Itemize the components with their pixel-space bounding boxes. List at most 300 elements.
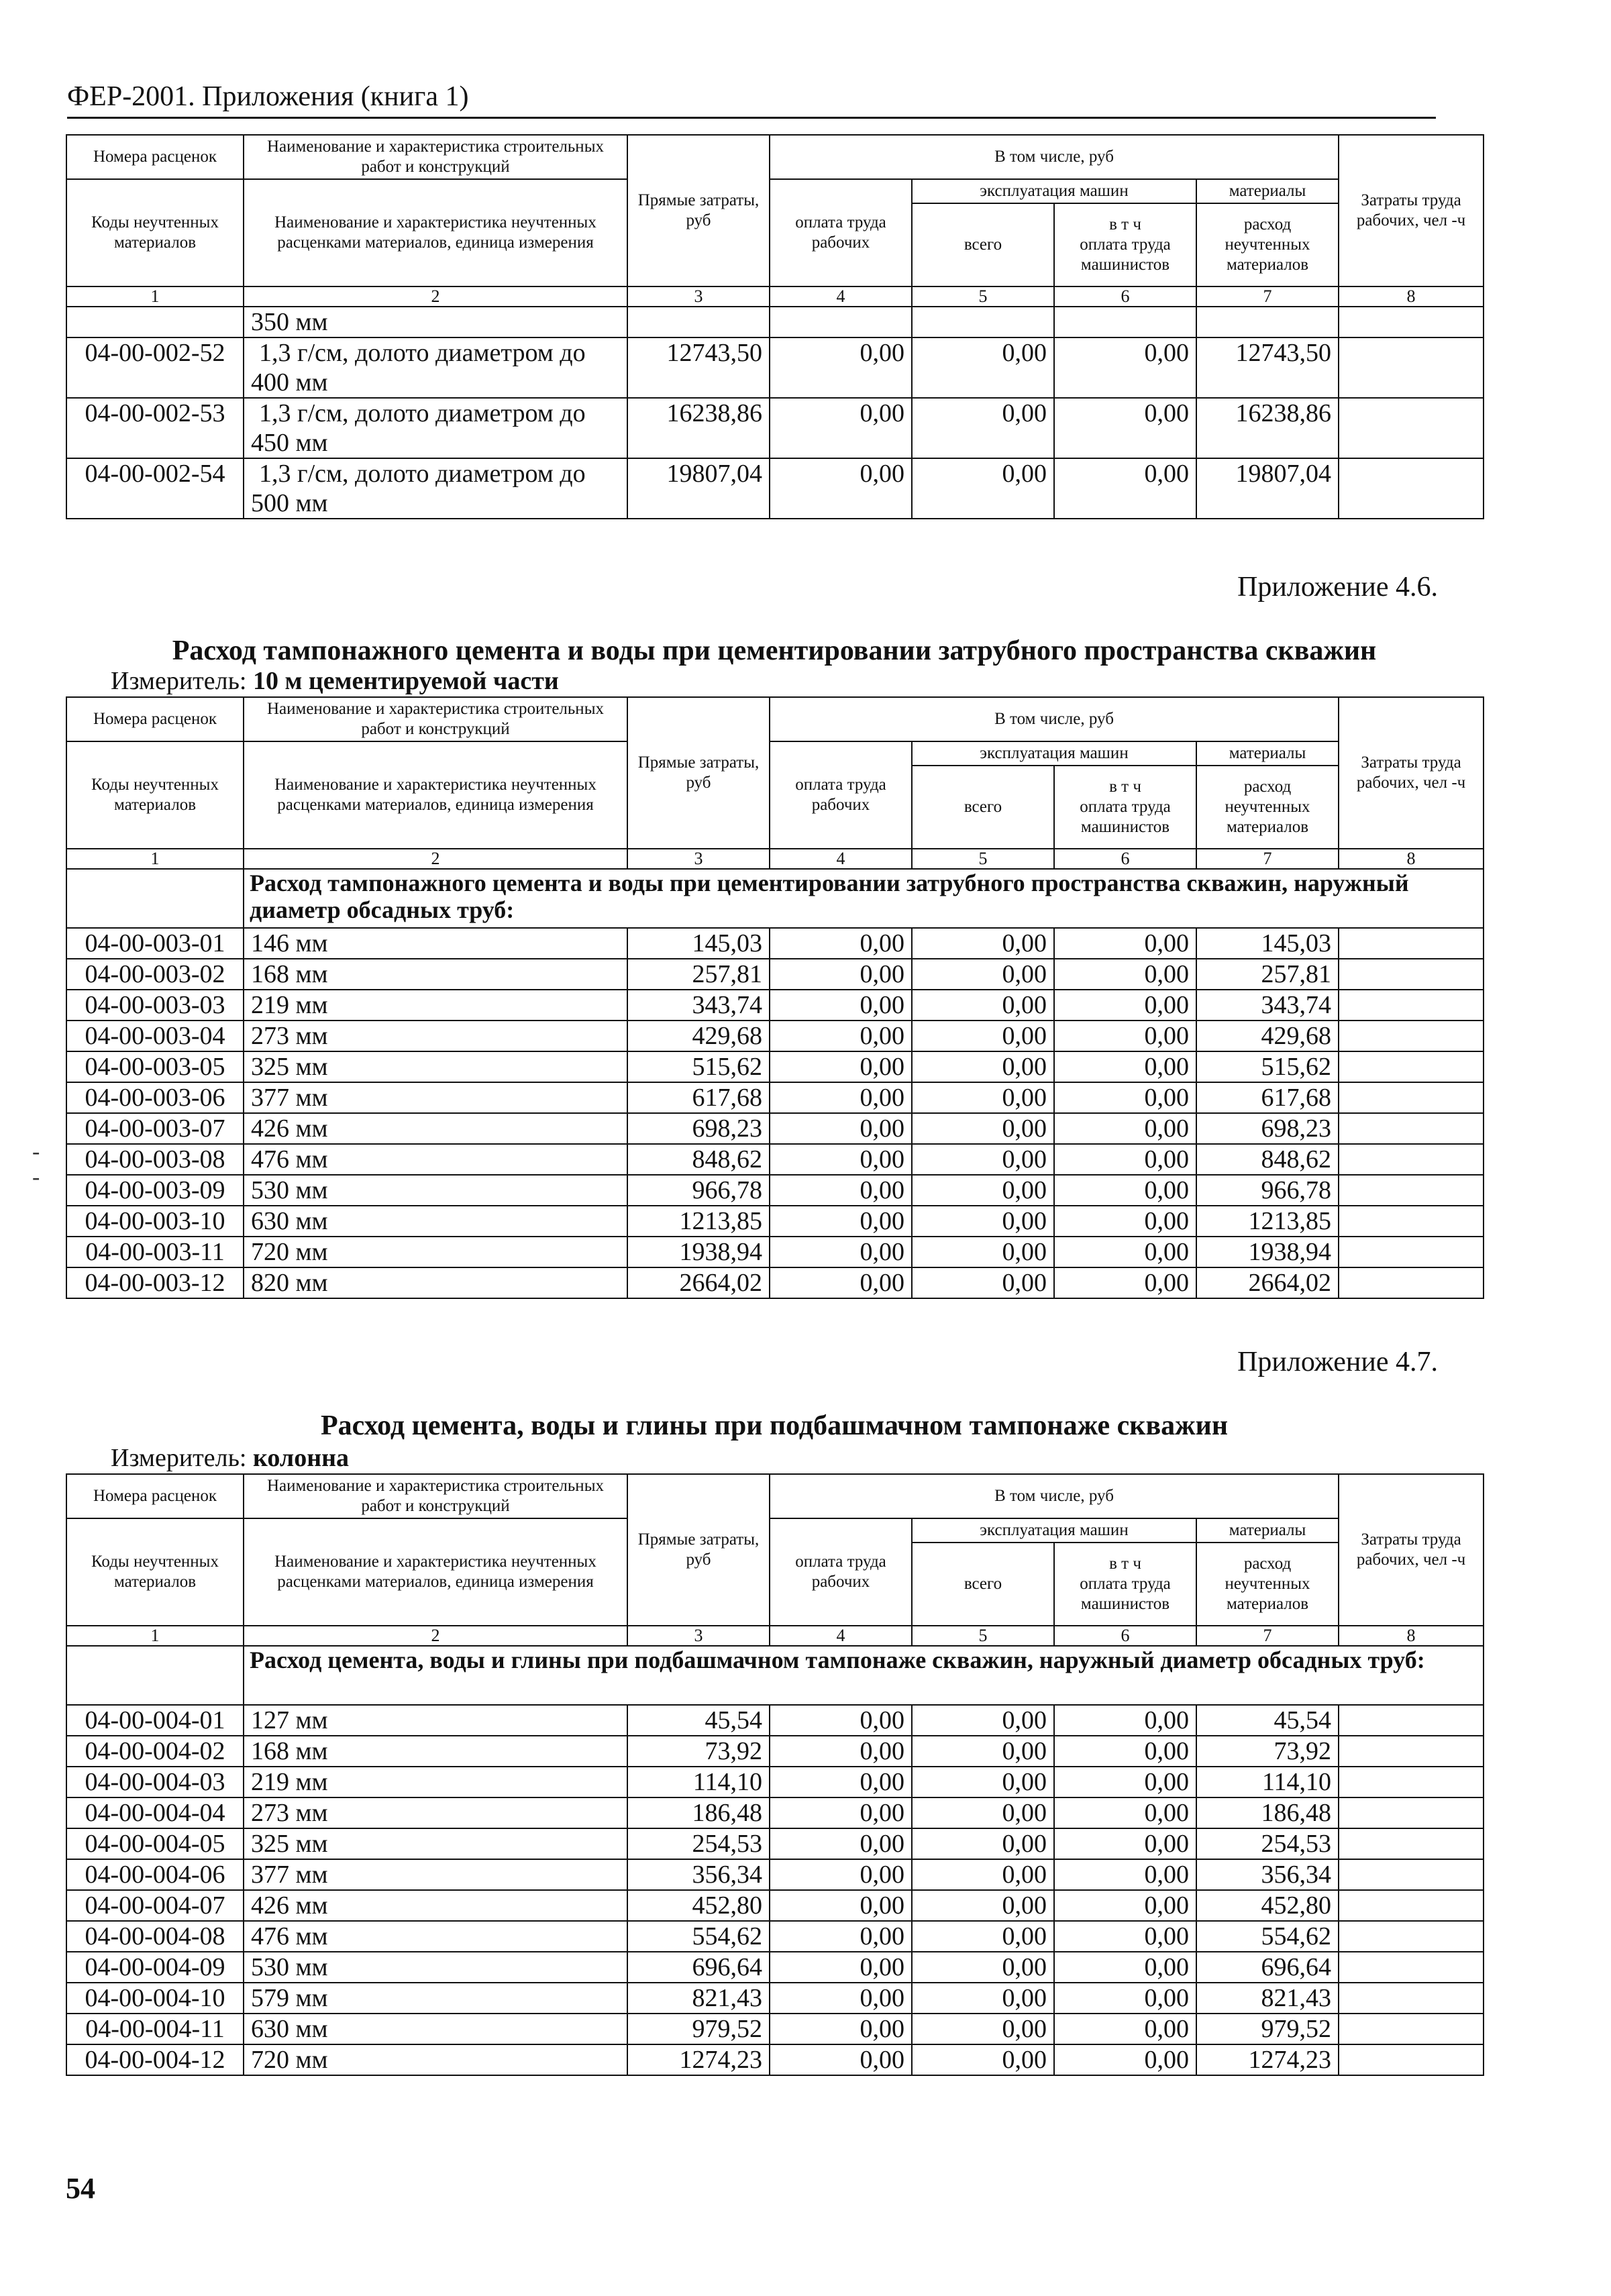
rate-code: 04-00-004-02 [66, 1736, 244, 1767]
work-description: 219 мм [244, 990, 627, 1021]
measure-value: колонна [253, 1444, 350, 1472]
direct-costs: 617,68 [627, 1082, 770, 1113]
materials-cost: 73,92 [1196, 1736, 1339, 1767]
col-material-codes: Коды неучтенных материалов [66, 179, 244, 286]
section-row [66, 869, 1484, 928]
machinist-pay: 0,00 [1054, 959, 1196, 990]
machinist-pay: 0,00 [1054, 337, 1196, 398]
machine-total: 0,00 [912, 1237, 1054, 1267]
machine-total: 0,00 [912, 1051, 1054, 1082]
column-number: 2 [244, 1626, 627, 1646]
rate-code: 04-00-003-06 [66, 1082, 244, 1113]
direct-costs: 1213,85 [627, 1206, 770, 1237]
header-row-2 [66, 179, 1484, 203]
table-row [66, 337, 1484, 398]
column-number: 8 [1339, 286, 1484, 307]
column-number: 6 [1054, 849, 1196, 869]
col-rate-number: Номера расценок [66, 697, 244, 741]
rate-code: 04-00-003-09 [66, 1175, 244, 1206]
direct-costs: 696,64 [627, 1952, 770, 1983]
labor-pay: 0,00 [770, 1237, 912, 1267]
labor-hours [1339, 398, 1484, 458]
col-material-codes: Коды неучтенных материалов [66, 741, 244, 849]
materials-cost: 343,74 [1196, 990, 1339, 1021]
page-header: ФЕР-2001. Приложения (книга 1) [67, 79, 1436, 119]
labor-pay: 0,00 [770, 1267, 912, 1298]
machinist-pay: 0,00 [1054, 2014, 1196, 2044]
section-title: Расход цемента, воды и глины при подбашмачном тампонаже скважин, наружный диаметр обсадных труб: [244, 1646, 1484, 1705]
labor-hours [1339, 1952, 1484, 1983]
machinist-pay: 0,00 [1054, 1767, 1196, 1797]
table-row [66, 928, 1484, 959]
table-row [66, 398, 1484, 458]
column-number: 7 [1196, 286, 1339, 307]
direct-costs: 73,92 [627, 1736, 770, 1767]
machinist-pay: 0,00 [1054, 928, 1196, 959]
rate-code: 04-00-003-01 [66, 928, 244, 959]
labor-hours [1339, 1736, 1484, 1767]
header-row-1 [66, 135, 1484, 179]
direct-costs: 186,48 [627, 1797, 770, 1828]
column-number: 2 [244, 286, 627, 307]
table-row [66, 458, 1484, 519]
materials-cost: 254,53 [1196, 1828, 1339, 1859]
machinist-pay: 0,00 [1054, 1797, 1196, 1828]
labor-hours [1339, 458, 1484, 519]
machine-total: 0,00 [912, 2014, 1054, 2044]
direct-costs: 145,03 [627, 928, 770, 959]
direct-costs: 343,74 [627, 990, 770, 1021]
column-number: 1 [66, 849, 244, 869]
col-direct-costs: Прямые затраты, руб [627, 697, 770, 849]
rate-code: 04-00-004-09 [66, 1952, 244, 1983]
work-description: 476 мм [244, 1144, 627, 1175]
col-labor-pay: оплата труда рабочих [770, 1518, 912, 1626]
incl-label: в т ч [1109, 778, 1141, 796]
work-description: 377 мм [244, 1859, 627, 1890]
machine-total: 0,00 [912, 1859, 1054, 1890]
table-row [66, 1797, 1484, 1828]
col-machine-total: всего [912, 1543, 1054, 1626]
machine-total: 0,00 [912, 1890, 1054, 1921]
labor-hours [1339, 1237, 1484, 1267]
col-materials: материалы [1196, 1518, 1339, 1543]
col-work-name: Наименование и характеристика строительных работ и конструкций [244, 135, 627, 179]
materials-cost: 356,34 [1196, 1859, 1339, 1890]
col-material-name: Наименование и характеристика неучтенных расценками материалов, единица измерения [244, 1518, 627, 1626]
machinist-pay: 0,00 [1054, 990, 1196, 1021]
machine-total: 0,00 [912, 1144, 1054, 1175]
col-unaccounted-materials: расход неучтенных материалов [1196, 1543, 1339, 1626]
labor-pay: 0,00 [770, 1767, 912, 1797]
appendix-title: Расход тампонажного цемента и воды при цементировании затрубного пространства скважин [172, 635, 1377, 666]
col-machinist-pay [1054, 1543, 1196, 1626]
table-row [66, 1921, 1484, 1952]
labor-hours [1339, 1082, 1484, 1113]
work-description: 426 мм [244, 1890, 627, 1921]
description-line: 1,3 г/см, долото диаметром до [259, 460, 586, 488]
direct-costs: 1938,94 [627, 1237, 770, 1267]
labor-hours [1339, 1797, 1484, 1828]
materials-cost: 257,81 [1196, 959, 1339, 990]
labor-hours [1339, 1144, 1484, 1175]
table-2-rows [66, 928, 1484, 1298]
incl-label: в т ч [1109, 1555, 1141, 1573]
materials-cost: 145,03 [1196, 928, 1339, 959]
incl-label: в т ч [1109, 215, 1141, 233]
work-description: 530 мм [244, 1952, 627, 1983]
machinist-pay: 0,00 [1054, 1921, 1196, 1952]
rate-code: 04-00-003-03 [66, 990, 244, 1021]
rate-code: 04-00-004-03 [66, 1767, 244, 1797]
machinist-pay: 0,00 [1054, 458, 1196, 519]
labor-hours [1339, 1828, 1484, 1859]
work-description: 476 мм [244, 1921, 627, 1952]
table-row [66, 1859, 1484, 1890]
machine-total: 0,00 [912, 2044, 1054, 2075]
rate-code: 04-00-003-04 [66, 1021, 244, 1051]
labor-pay: 0,00 [770, 1921, 912, 1952]
direct-costs: 254,53 [627, 1828, 770, 1859]
rate-code: 04-00-003-08 [66, 1144, 244, 1175]
materials-cost: 12743,50 [1196, 337, 1339, 398]
column-number: 5 [912, 286, 1054, 307]
work-description: 168 мм [244, 1736, 627, 1767]
work-description: 127 мм [244, 1705, 627, 1736]
machine-total: 0,00 [912, 1828, 1054, 1859]
machine-total: 0,00 [912, 928, 1054, 959]
column-number: 4 [770, 1626, 912, 1646]
continued-text: 350 мм [244, 307, 627, 337]
col-machine-operation: эксплуатация машин [912, 1518, 1196, 1543]
header-row-2 [66, 741, 1484, 766]
column-number: 2 [244, 849, 627, 869]
rate-code: 04-00-002-54 [66, 458, 244, 519]
labor-hours [1339, 928, 1484, 959]
machine-total: 0,00 [912, 1705, 1054, 1736]
table-3-section [66, 1646, 1484, 1705]
table-3-rows [66, 1705, 1484, 2075]
work-description: 325 мм [244, 1828, 627, 1859]
direct-costs: 16238,86 [627, 398, 770, 458]
direct-costs: 966,78 [627, 1175, 770, 1206]
labor-pay: 0,00 [770, 1144, 912, 1175]
materials-cost: 1274,23 [1196, 2044, 1339, 2075]
rate-code: 04-00-004-06 [66, 1859, 244, 1890]
table-row [66, 1237, 1484, 1267]
direct-costs: 1274,23 [627, 2044, 770, 2075]
col-work-name: Наименование и характеристика строительных работ и конструкций [244, 697, 627, 741]
col-material-name: Наименование и характеристика неучтенных расценками материалов, единица измерения [244, 741, 627, 849]
table-1-rows [66, 337, 1484, 519]
column-number: 5 [912, 849, 1054, 869]
measure-line [111, 1443, 349, 1473]
col-labor-costs: Затраты труда рабочих, чел -ч [1339, 697, 1484, 849]
labor-pay: 0,00 [770, 458, 912, 519]
section-title: Расход тампонажного цемента и воды при цементировании затрубного пространства скважин, наружный диаметр обсадных труб: [244, 869, 1484, 928]
rate-code: 04-00-003-02 [66, 959, 244, 990]
machine-total: 0,00 [912, 1921, 1054, 1952]
col-machinist-pay [1054, 766, 1196, 849]
col-materials: материалы [1196, 179, 1339, 203]
materials-cost: 821,43 [1196, 1983, 1339, 2014]
labor-hours [1339, 2044, 1484, 2075]
direct-costs: 979,52 [627, 2014, 770, 2044]
table-row [66, 1082, 1484, 1113]
rate-code: 04-00-004-12 [66, 2044, 244, 2075]
labor-hours [1339, 1921, 1484, 1952]
machinist-pay: 0,00 [1054, 1113, 1196, 1144]
direct-costs: 515,62 [627, 1051, 770, 1082]
machinist-pay-label: оплата труда машинистов [1080, 1575, 1171, 1613]
materials-cost: 452,80 [1196, 1890, 1339, 1921]
work-description: 273 мм [244, 1797, 627, 1828]
direct-costs: 452,80 [627, 1890, 770, 1921]
machinist-pay: 0,00 [1054, 1175, 1196, 1206]
labor-hours [1339, 1859, 1484, 1890]
rate-code: 04-00-004-08 [66, 1921, 244, 1952]
rate-code: 04-00-004-04 [66, 1797, 244, 1828]
rate-code: 04-00-004-10 [66, 1983, 244, 2014]
machinist-pay: 0,00 [1054, 1983, 1196, 2014]
col-rate-number: Номера расценок [66, 135, 244, 179]
machine-total: 0,00 [912, 959, 1054, 990]
work-description [244, 458, 627, 519]
labor-hours [1339, 1206, 1484, 1237]
rates-table-1 [66, 134, 1484, 519]
table-2-block [66, 696, 1483, 1299]
work-description: 377 мм [244, 1082, 627, 1113]
appendix-label: Приложение 4.7. [1237, 1347, 1438, 1377]
labor-hours [1339, 1890, 1484, 1921]
rate-code: 04-00-002-53 [66, 398, 244, 458]
table-2-section [66, 869, 1484, 928]
appendix-label: Приложение 4.6. [1237, 572, 1438, 603]
table-3-block [66, 1473, 1483, 2076]
labor-pay: 0,00 [770, 1736, 912, 1767]
col-material-name: Наименование и характеристика неучтенных расценками материалов, единица измерения [244, 179, 627, 286]
table-row [66, 1021, 1484, 1051]
column-number: 4 [770, 286, 912, 307]
col-direct-costs: Прямые затраты, руб [627, 135, 770, 286]
table-row [66, 1113, 1484, 1144]
materials-cost: 617,68 [1196, 1082, 1339, 1113]
labor-pay: 0,00 [770, 398, 912, 458]
table-row [66, 990, 1484, 1021]
labor-hours [1339, 2014, 1484, 2044]
measure-label: Измеритель: [111, 667, 247, 695]
work-description: 219 мм [244, 1767, 627, 1797]
machinist-pay: 0,00 [1054, 2044, 1196, 2075]
labor-hours [1339, 1983, 1484, 2014]
rates-table-2 [66, 696, 1484, 1299]
work-description: 630 мм [244, 1206, 627, 1237]
labor-pay: 0,00 [770, 1021, 912, 1051]
description-line: 500 мм [251, 489, 328, 517]
work-description: 579 мм [244, 1983, 627, 2014]
machinist-pay: 0,00 [1054, 1051, 1196, 1082]
table-header [66, 697, 1484, 869]
labor-pay: 0,00 [770, 928, 912, 959]
rate-code: 04-00-003-11 [66, 1237, 244, 1267]
labor-pay: 0,00 [770, 2044, 912, 2075]
table-row [66, 1267, 1484, 1298]
column-numbers-row [66, 1626, 1484, 1646]
machinist-pay: 0,00 [1054, 1828, 1196, 1859]
machinist-pay: 0,00 [1054, 1705, 1196, 1736]
col-labor-costs: Затраты труда рабочих, чел -ч [1339, 135, 1484, 286]
machine-total: 0,00 [912, 1021, 1054, 1051]
column-number: 1 [66, 286, 244, 307]
machine-total: 0,00 [912, 1175, 1054, 1206]
table-1-body [66, 307, 1484, 337]
section-row [66, 1646, 1484, 1705]
column-number: 4 [770, 849, 912, 869]
materials-cost: 515,62 [1196, 1051, 1339, 1082]
materials-cost: 696,64 [1196, 1952, 1339, 1983]
rate-code: 04-00-003-05 [66, 1051, 244, 1082]
labor-hours [1339, 1113, 1484, 1144]
direct-costs: 821,43 [627, 1983, 770, 2014]
margin-mark: - [32, 1165, 40, 1190]
col-direct-costs: Прямые затраты, руб [627, 1474, 770, 1626]
labor-pay: 0,00 [770, 1828, 912, 1859]
description-line: 1,3 г/см, долото диаметром до [259, 399, 586, 427]
work-description: 325 мм [244, 1051, 627, 1082]
col-including: В том числе, руб [770, 1474, 1339, 1518]
col-unaccounted-materials: расход неучтенных материалов [1196, 766, 1339, 849]
direct-costs: 12743,50 [627, 337, 770, 398]
labor-pay: 0,00 [770, 1983, 912, 2014]
machine-total: 0,00 [912, 1983, 1054, 2014]
col-work-name: Наименование и характеристика строительных работ и конструкций [244, 1474, 627, 1518]
labor-hours [1339, 1767, 1484, 1797]
materials-cost: 698,23 [1196, 1113, 1339, 1144]
labor-pay: 0,00 [770, 1952, 912, 1983]
col-rate-number: Номера расценок [66, 1474, 244, 1518]
machinist-pay: 0,00 [1054, 1890, 1196, 1921]
machine-total: 0,00 [912, 1952, 1054, 1983]
materials-cost: 45,54 [1196, 1705, 1339, 1736]
rate-code: 04-00-004-07 [66, 1890, 244, 1921]
col-unaccounted-materials: расход неучтенных материалов [1196, 203, 1339, 286]
column-numbers-row [66, 286, 1484, 307]
labor-pay: 0,00 [770, 337, 912, 398]
labor-hours [1339, 1267, 1484, 1298]
machine-total: 0,00 [912, 990, 1054, 1021]
materials-cost: 114,10 [1196, 1767, 1339, 1797]
work-description: 530 мм [244, 1175, 627, 1206]
table-row [66, 1175, 1484, 1206]
labor-pay: 0,00 [770, 1175, 912, 1206]
machinist-pay: 0,00 [1054, 1952, 1196, 1983]
machinist-pay-label: оплата труда машинистов [1080, 798, 1171, 836]
table-row [66, 1828, 1484, 1859]
rates-table-3 [66, 1473, 1484, 2076]
materials-cost: 16238,86 [1196, 398, 1339, 458]
materials-cost: 186,48 [1196, 1797, 1339, 1828]
labor-pay: 0,00 [770, 1890, 912, 1921]
machine-total: 0,00 [912, 1267, 1054, 1298]
labor-pay: 0,00 [770, 1051, 912, 1082]
direct-costs: 554,62 [627, 1921, 770, 1952]
header-row-2 [66, 1518, 1484, 1543]
rate-code: 04-00-004-01 [66, 1705, 244, 1736]
table-row [66, 1705, 1484, 1736]
labor-hours [1339, 1021, 1484, 1051]
work-description: 820 мм [244, 1267, 627, 1298]
rate-code: 04-00-003-07 [66, 1113, 244, 1144]
column-number: 7 [1196, 1626, 1339, 1646]
col-including: В том числе, руб [770, 135, 1339, 179]
direct-costs: 848,62 [627, 1144, 770, 1175]
direct-costs: 429,68 [627, 1021, 770, 1051]
labor-hours [1339, 1705, 1484, 1736]
labor-hours [1339, 337, 1484, 398]
description-line: 450 мм [251, 429, 328, 457]
margin-mark: - [32, 1139, 40, 1164]
table-row [66, 2014, 1484, 2044]
col-including: В том числе, руб [770, 697, 1339, 741]
machinist-pay: 0,00 [1054, 1237, 1196, 1267]
work-description: 720 мм [244, 1237, 627, 1267]
col-machine-total: всего [912, 766, 1054, 849]
labor-hours [1339, 990, 1484, 1021]
materials-cost: 429,68 [1196, 1021, 1339, 1051]
work-description: 146 мм [244, 928, 627, 959]
machine-total: 0,00 [912, 1767, 1054, 1797]
table-row [66, 1983, 1484, 2014]
col-materials: материалы [1196, 741, 1339, 766]
machinist-pay: 0,00 [1054, 1144, 1196, 1175]
labor-pay: 0,00 [770, 1859, 912, 1890]
materials-cost: 848,62 [1196, 1144, 1339, 1175]
table-header [66, 135, 1484, 307]
column-numbers-row [66, 849, 1484, 869]
materials-cost: 2664,02 [1196, 1267, 1339, 1298]
materials-cost: 1938,94 [1196, 1237, 1339, 1267]
column-number: 8 [1339, 1626, 1484, 1646]
work-description: 630 мм [244, 2014, 627, 2044]
appendix-title: Расход цемента, воды и глины при подбашмачном тампонаже скважин [320, 1410, 1229, 1441]
labor-hours [1339, 959, 1484, 990]
labor-hours [1339, 1175, 1484, 1206]
materials-cost: 19807,04 [1196, 458, 1339, 519]
labor-pay: 0,00 [770, 1705, 912, 1736]
column-number: 8 [1339, 849, 1484, 869]
table-row [66, 1767, 1484, 1797]
materials-cost: 554,62 [1196, 1921, 1339, 1952]
machine-total: 0,00 [912, 1206, 1054, 1237]
column-number: 5 [912, 1626, 1054, 1646]
direct-costs: 698,23 [627, 1113, 770, 1144]
column-number: 6 [1054, 286, 1196, 307]
col-machinist-pay [1054, 203, 1196, 286]
materials-cost: 966,78 [1196, 1175, 1339, 1206]
work-description: 273 мм [244, 1021, 627, 1051]
column-number: 3 [627, 849, 770, 869]
materials-cost: 979,52 [1196, 2014, 1339, 2044]
machine-total: 0,00 [912, 1736, 1054, 1767]
labor-pay: 0,00 [770, 959, 912, 990]
measure-label: Измеритель: [111, 1444, 247, 1472]
materials-cost: 1213,85 [1196, 1206, 1339, 1237]
column-number: 3 [627, 286, 770, 307]
col-labor-pay: оплата труда рабочих [770, 179, 912, 286]
machine-total: 0,00 [912, 1082, 1054, 1113]
machinist-pay: 0,00 [1054, 1206, 1196, 1237]
work-description: 168 мм [244, 959, 627, 990]
